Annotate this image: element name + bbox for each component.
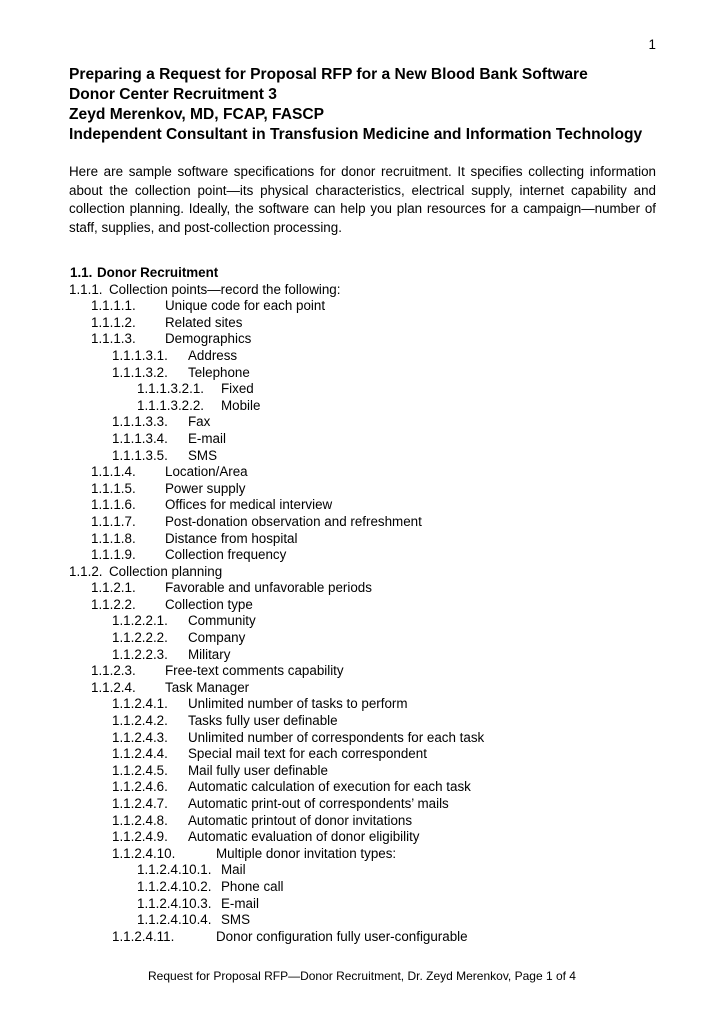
outline-item	[69, 580, 656, 597]
outline-item-number: 1.1.2.1.	[91, 580, 136, 596]
outline-item-text: SMS	[221, 912, 251, 928]
outline-item-text: Multiple donor invitation types:	[216, 845, 397, 861]
outline-item-text: Post-donation observation and refreshment	[165, 513, 422, 529]
outline-item	[69, 547, 656, 564]
outline-item-text: Unlimited number of correspondents for each task	[188, 729, 485, 745]
header-block	[69, 65, 656, 145]
outline-item-text: SMS	[188, 447, 218, 463]
outline-item-number: 1.1.1.1.	[91, 298, 136, 314]
outline-item	[69, 862, 656, 879]
outline-item	[69, 298, 656, 315]
outline-item-number: 1.1.2.2.3.	[112, 646, 168, 662]
outline-item-text: Unlimited number of tasks to perform	[188, 696, 408, 712]
outline-item-number: 1.1.1.8.	[91, 530, 136, 546]
outline-item-text: Related sites	[165, 314, 243, 330]
outline-item-text: Automatic print-out of correspondents’ mails	[188, 796, 449, 811]
outline-item-text: Task Manager	[165, 679, 250, 695]
outline-item-number: 1.1.2.4.1.	[112, 696, 168, 712]
outline-item-number: 1.1.1.4.	[91, 464, 136, 480]
outline-item-text: Favorable and unfavorable periods	[165, 580, 372, 596]
outline-item-text: Donor Recruitment	[97, 265, 219, 280]
outline-item-text: Collection type	[165, 596, 253, 612]
outline-item	[69, 315, 656, 332]
outline-item-text: Fixed	[221, 381, 254, 397]
outline-item-text: Demographics	[165, 331, 252, 347]
outline-item	[69, 597, 656, 614]
outline-item-number: 1.1.2.4.10.	[112, 845, 176, 861]
outline-item	[69, 365, 656, 382]
outline-item-number: 1.1.1.3.1.	[112, 347, 168, 363]
outline-item	[69, 846, 656, 863]
outline-item-number: 1.1.1.6.	[91, 497, 136, 513]
outline-item	[69, 696, 656, 713]
page-number: 1	[648, 37, 656, 52]
outline-item-number: 1.1.2.4.2.	[112, 713, 168, 729]
outline-item-number: 1.1.2.4.3.	[112, 729, 168, 745]
outline-item-number: 1.1.2.4.6.	[112, 779, 168, 795]
outline-item-text: Special mail text for each correspondent	[188, 746, 427, 762]
outline-item-number: 1.1.2.4.4.	[112, 746, 168, 762]
outline-item	[69, 613, 656, 630]
outline-item-text: Mail	[221, 862, 246, 878]
outline-item-number: 1.1.2.3.	[91, 663, 136, 679]
outline-item	[69, 647, 656, 664]
outline-item-text: Power supply	[165, 480, 246, 496]
outline-item-number: 1.1.1.3.3.	[112, 414, 168, 430]
outline-item-text: Mail fully user definable	[188, 762, 328, 778]
outline-item-number: 1.1.1.3.2.2.	[137, 397, 205, 413]
outline-item-number: 1.1.2.4.5.	[112, 762, 168, 778]
outline-item	[69, 497, 656, 514]
author-name: Zeyd Merenkov, MD, FCAP, FASCP	[69, 106, 325, 123]
outline-item-number: 1.1.1.9.	[91, 547, 136, 563]
outline-item	[69, 348, 656, 365]
outline-item-number: 1.1.2.4.9.	[112, 829, 168, 845]
outline-item-number: 1.1.2.4.	[91, 679, 136, 695]
outline-item-text: Mobile	[221, 397, 261, 413]
outline-item	[69, 514, 656, 531]
outline-item-text: Fax	[188, 414, 211, 430]
outline-item	[69, 564, 656, 581]
outline-item-number: 1.1.2.2.	[91, 596, 136, 612]
outline-item-number: 1.1.2.4.10.2.	[137, 878, 212, 894]
outline-item-number: 1.1.1.3.2.1.	[137, 381, 205, 397]
outline-list	[69, 265, 656, 945]
outline-item	[69, 481, 656, 498]
outline-item	[69, 680, 656, 697]
outline-item-number: 1.1.2.4.7.	[112, 796, 168, 811]
outline-item-text: Community	[188, 613, 256, 629]
outline-item	[69, 630, 656, 647]
outline-item	[69, 431, 656, 448]
outline-item	[69, 912, 656, 929]
outline-item-text: E-mail	[188, 430, 226, 446]
outline-item-number: 1.1.1.3.2.	[112, 364, 168, 380]
outline-item-text: Distance from hospital	[165, 530, 298, 546]
outline-item-number: 1.1.2.4.10.3.	[137, 895, 212, 911]
outline-item-text: Donor configuration fully user-configurable	[216, 928, 468, 944]
outline-item	[69, 763, 656, 780]
outline-item-text: Automatic evaluation of donor eligibility	[188, 829, 420, 845]
outline-item-text: Collection points—record the following:	[109, 281, 341, 297]
outline-item	[69, 282, 656, 299]
outline-item-text: Address	[188, 347, 238, 363]
outline-item	[69, 796, 656, 813]
outline-item-number: 1.1.1.2.	[91, 314, 136, 330]
document-subtitle: Donor Center Recruitment 3	[69, 86, 277, 103]
outline-item-number: 1.1.1.3.5.	[112, 447, 168, 463]
outline-item	[69, 829, 656, 846]
outline-item-number: 1.1.	[70, 265, 93, 280]
outline-item	[69, 730, 656, 747]
outline-item-number: 1.1.2.4.10.4.	[137, 912, 212, 928]
page-footer: Request for Proposal RFP—Donor Recruitment, Dr. Zeyd Merenkov, Page 1 of 4	[148, 969, 576, 983]
outline-item	[69, 464, 656, 481]
outline-item-number: 1.1.1.	[69, 281, 103, 297]
author-title: Independent Consultant in Transfusion Medicine and Information Technology	[69, 126, 643, 143]
outline-item-text: Free-text comments capability	[165, 663, 344, 679]
outline-item	[69, 779, 656, 796]
outline-item-number: 1.1.2.4.8.	[112, 812, 168, 828]
outline-item-text: Tasks fully user definable	[188, 713, 338, 729]
outline-item	[69, 713, 656, 730]
outline-item-number: 1.1.1.3.	[91, 331, 136, 347]
outline-item	[69, 813, 656, 830]
outline-item-number: 1.1.2.	[69, 563, 103, 579]
document-title: Preparing a Request for Proposal RFP for a New Blood Bank Software	[69, 66, 588, 83]
outline-item	[69, 663, 656, 680]
outline-item-text: Automatic calculation of execution for each task	[188, 779, 471, 795]
outline-item-text: Automatic printout of donor invitations	[188, 812, 413, 828]
outline-item-number: 1.1.2.4.11.	[112, 928, 175, 944]
outline-item-text: Location/Area	[165, 464, 248, 480]
outline-item-text: Unique code for each point	[165, 298, 326, 314]
outline-item	[69, 896, 656, 913]
outline-item	[69, 398, 656, 415]
outline-item	[69, 448, 656, 465]
outline-item	[69, 746, 656, 763]
outline-item	[69, 929, 656, 946]
outline-item-number: 1.1.2.4.10.1.	[137, 862, 212, 878]
outline-item-number: 1.1.1.7.	[91, 513, 136, 529]
outline-item	[69, 414, 656, 431]
outline-item	[69, 381, 656, 398]
outline-item	[69, 331, 656, 348]
outline-item	[69, 531, 656, 548]
outline-item-text: Collection planning	[109, 563, 223, 579]
outline-item-number: 1.1.2.2.1.	[112, 613, 168, 629]
outline-item-text: E-mail	[221, 895, 259, 911]
outline-item	[69, 265, 656, 282]
outline-item-number: 1.1.1.3.4.	[112, 430, 168, 446]
outline-item-text: Collection frequency	[165, 547, 287, 563]
outline-item-text: Telephone	[188, 364, 250, 380]
outline-item-text: Phone call	[221, 878, 284, 894]
outline-item-number: 1.1.1.5.	[91, 480, 136, 496]
outline-item	[69, 879, 656, 896]
outline-item-text: Company	[188, 630, 246, 646]
intro-paragraph: Here are sample software specifications for donor recruitment. It specifies collecting information about the collection point—its physical characteristics, electrical supply, internet capability and collection planning. Ideally, the software can help you plan resources for a campaign—number of staff, supplies, and post-collection processing.	[69, 164, 656, 235]
outline-item-text: Offices for medical interview	[165, 497, 333, 513]
outline-item-text: Military	[188, 646, 231, 662]
outline-item-number: 1.1.2.2.2.	[112, 630, 168, 646]
